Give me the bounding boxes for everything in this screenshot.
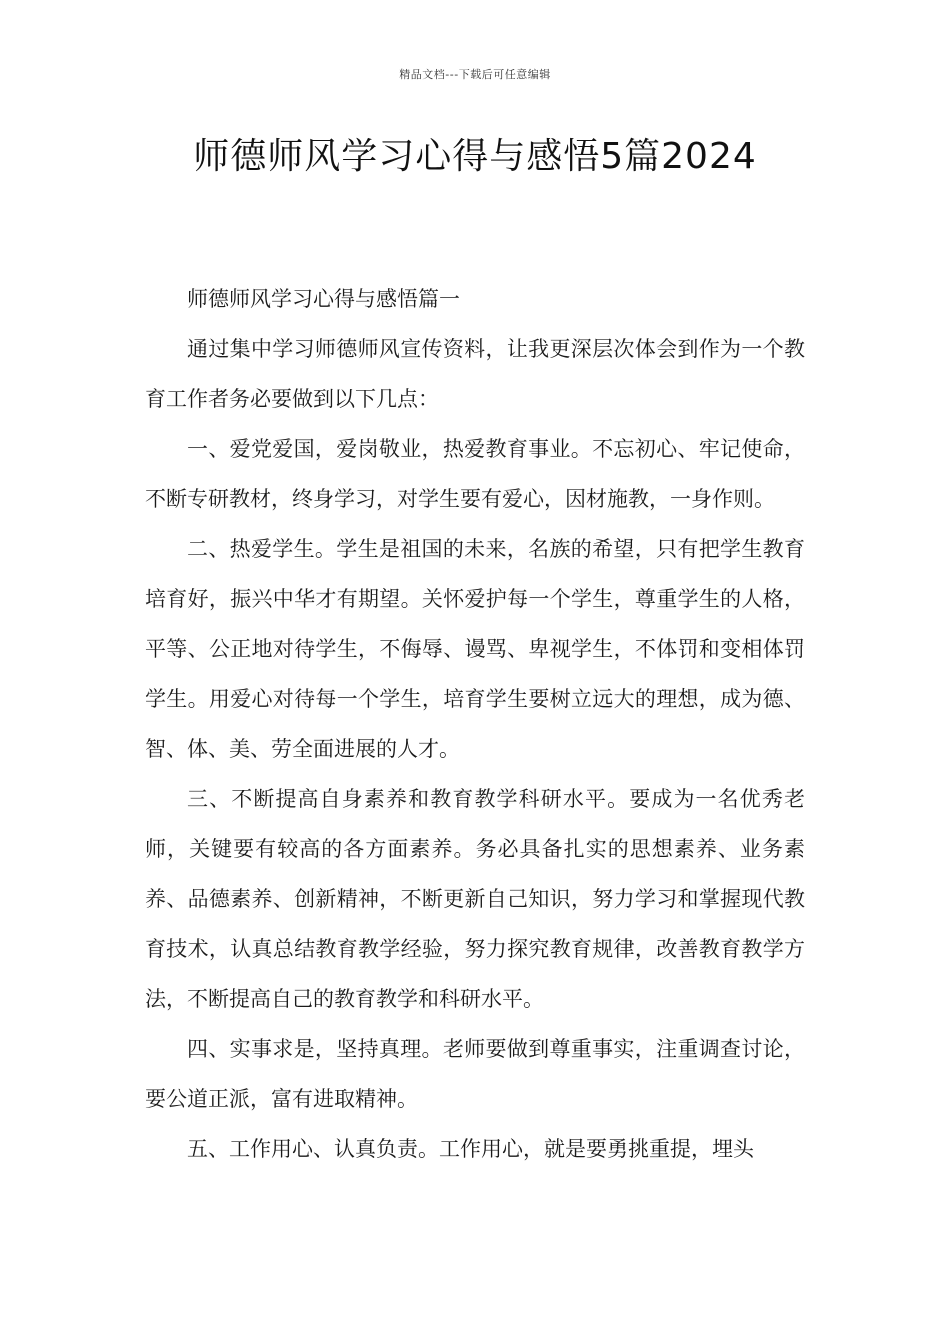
paragraph: 二、热爱学生。学生是祖国的未来，名族的希望，只有把学生教育培育好，振兴中华才有期望。关怀爱护每一个学生，尊重学生的人格，平等、公正地对待学生，不侮辱、谩骂、卑视学生，不体罚和变相体罚学生。用爱心对待每一个学生，培育学生要树立远大的理想，成为德、智、体、美、劳全面进展的人才。 bbox=[145, 537, 805, 761]
header-note: 精品文档---下载后可任意编辑 bbox=[399, 68, 551, 81]
paragraph: 通过集中学习师德师风宣传资料，让我更深层次体会到作为一个教育工作者务必要做到以下几点： bbox=[145, 337, 805, 411]
paragraph: 一、爱党爱国，爱岗敬业，热爱教育事业。不忘初心、牢记使命，不断专研教材，终身学习，对学生要有爱心，因材施教，一身作则。 bbox=[145, 437, 805, 511]
document-title: 师德师风学习心得与感悟5篇2024 bbox=[193, 136, 757, 177]
document-body bbox=[145, 274, 805, 1174]
paragraph-section-heading: 师德师风学习心得与感悟篇一 bbox=[187, 287, 460, 311]
paragraph: 四、实事求是，坚持真理。老师要做到尊重事实，注重调查讨论，要公道正派，富有进取精神。 bbox=[145, 1037, 805, 1111]
paragraph: 五、工作用心、认真负责。工作用心，就是要勇挑重提，埋头 bbox=[187, 1137, 754, 1161]
paragraph: 三、不断提高自身素养和教育教学科研水平。要成为一名优秀老师，关键要有较高的各方面素养。务必具备扎实的思想素养、业务素养、品德素养、创新精神，不断更新自己知识，努力学习和掌握现代教育技术，认真总结教育教学经验，努力探究教育规律，改善教育教学方法，不断提高自己的教育教学和科研水平。 bbox=[145, 787, 805, 1011]
